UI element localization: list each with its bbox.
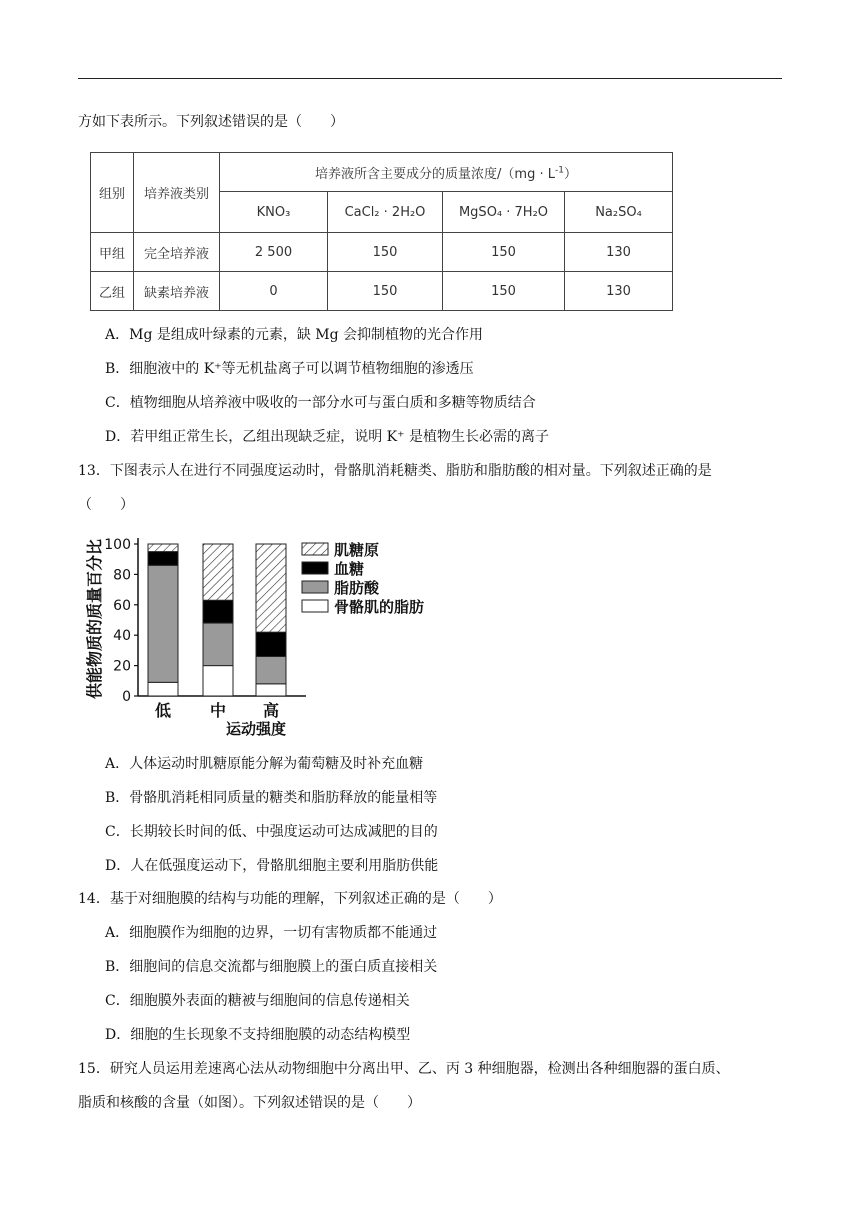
q14-stem: 14．基于对细胞膜的结构与功能的理解，下列叙述正确的是（ ） [78,891,502,907]
q13-option-c: C．长期较长时间的低、中强度运动可达成减肥的目的 [105,824,438,840]
q15-stem-line2: 脂质和核酸的含量（如图）。下列叙述错误的是（ ） [78,1095,421,1111]
table-col-cacl2: CaCl₂ · 2H₂O [328,192,443,233]
q13-stem: 13．下图表示人在进行不同强度运动时，骨骼肌消耗糖类、脂肪和脂肪酸的相对量。下列叙述正确的是 [78,463,712,479]
table-row [91,233,673,272]
bar-segment [148,552,178,566]
legend-label: 脂肪酸 [334,579,380,597]
table-cell: 150 [443,272,565,311]
nutrient-table [90,152,673,311]
table-cell: 2 500 [220,233,328,272]
q14-option-d: D．细胞的生长现象不支持细胞膜的动态结构模型 [105,1027,411,1043]
y-tick-label: 100 [104,537,131,553]
q13-option-a: A．人体运动时肌糖原能分解为葡萄糖及时补充血糖 [105,756,424,772]
q12-option-b: B．细胞液中的 K⁺等无机盐离子可以调节植物细胞的渗透压 [105,361,474,377]
table-col-na2so4: Na₂SO₄ [565,192,673,233]
q14-option-a: A．细胞膜作为细胞的边界，一切有害物质都不能通过 [105,925,438,941]
table-cell: 130 [565,272,673,311]
table-cell: 0 [220,272,328,311]
q13-option-d: D．人在低强度运动下，骨骼肌细胞主要利用脂肪供能 [105,858,439,874]
table-cell: 150 [328,272,443,311]
bar-segment [148,544,178,552]
bar-segment [256,656,286,683]
conc-header-end: ） [563,166,577,182]
table-cell: 150 [443,233,565,272]
bar-segment [256,632,286,656]
q15-stem: 15．研究人员运用差速离心法从动物细胞中分离出甲、乙、丙 3 种细胞器，检测出各种细胞器的蛋白质、 [78,1061,730,1077]
y-tick-label: 40 [113,628,131,645]
bar-segment [256,684,286,696]
table-col-mgso4: MgSO₄ · 7H₂O [443,192,565,233]
legend-label: 骨骼肌的脂肪 [334,598,425,616]
y-tick-label: 80 [113,567,131,584]
legend-swatch [302,600,328,612]
q12-option-d: D．若甲组正常生长，乙组出现缺乏症，说明 K⁺ 是植物生长必需的离子 [105,429,549,445]
legend-label: 血糖 [334,560,365,578]
x-tick-label: 低 [154,701,172,720]
q14-option-b: B．细胞间的信息交流都与细胞膜上的蛋白质直接相关 [105,959,438,975]
bar-segment [203,666,233,696]
y-tick-label: 20 [113,658,131,675]
bar-segment [203,600,233,623]
bar-segment [148,565,178,682]
q14-option-c: C．细胞膜外表面的糖被与细胞间的信息传递相关 [105,993,410,1009]
table-cell-type: 完全培养液 [134,233,220,272]
conc-header-sup: -1 [554,165,564,176]
header-rule [78,78,782,79]
y-axis-label: 供能物质的质量百分比 [85,538,104,700]
table-header-group: 组别 [91,153,134,233]
bar-segment [256,544,286,632]
conc-header-text: 培养液所含主要成分的质量浓度/（mg · L [315,166,555,182]
table-cell-type: 缺素培养液 [134,272,220,311]
table-cell-group: 甲组 [91,233,134,272]
table-cell-group: 乙组 [91,272,134,311]
bar-segment [148,682,178,696]
table-cell: 130 [565,233,673,272]
table-cell: 150 [328,233,443,272]
x-axis-label: 运动强度 [225,720,287,738]
bar-segment [203,544,233,600]
q12-option-c: C．植物细胞从培养液中吸收的一部分水可与蛋白质和多糖等物质结合 [105,395,536,411]
chart-legend [302,541,424,616]
table-header-concentration [220,153,673,192]
q13-stem-paren: （ ） [78,497,134,513]
table-row [91,272,673,311]
q13-option-b: B．骨骼肌消耗相同质量的糖类和脂肪释放的能量相等 [105,790,438,806]
bar-segment [203,623,233,666]
x-tick-label: 高 [262,701,280,720]
q12-stem-tail: 方如下表所示。下列叙述错误的是（ ） [78,114,344,130]
x-tick-label: 中 [209,701,227,720]
energy-source-chart [80,524,460,744]
table-header-type: 培养液类别 [134,153,220,233]
q12-option-a: A．Mg 是组成叶绿素的元素，缺 Mg 会抑制植物的光合作用 [105,327,484,343]
legend-swatch [302,543,328,555]
table-col-kno3: KNO₃ [220,192,328,233]
y-tick-label: 0 [122,689,131,705]
legend-label: 肌糖原 [334,541,380,559]
legend-swatch [302,581,328,593]
y-tick-label: 60 [113,597,131,614]
chart-bars [148,544,286,720]
legend-swatch [302,562,328,574]
